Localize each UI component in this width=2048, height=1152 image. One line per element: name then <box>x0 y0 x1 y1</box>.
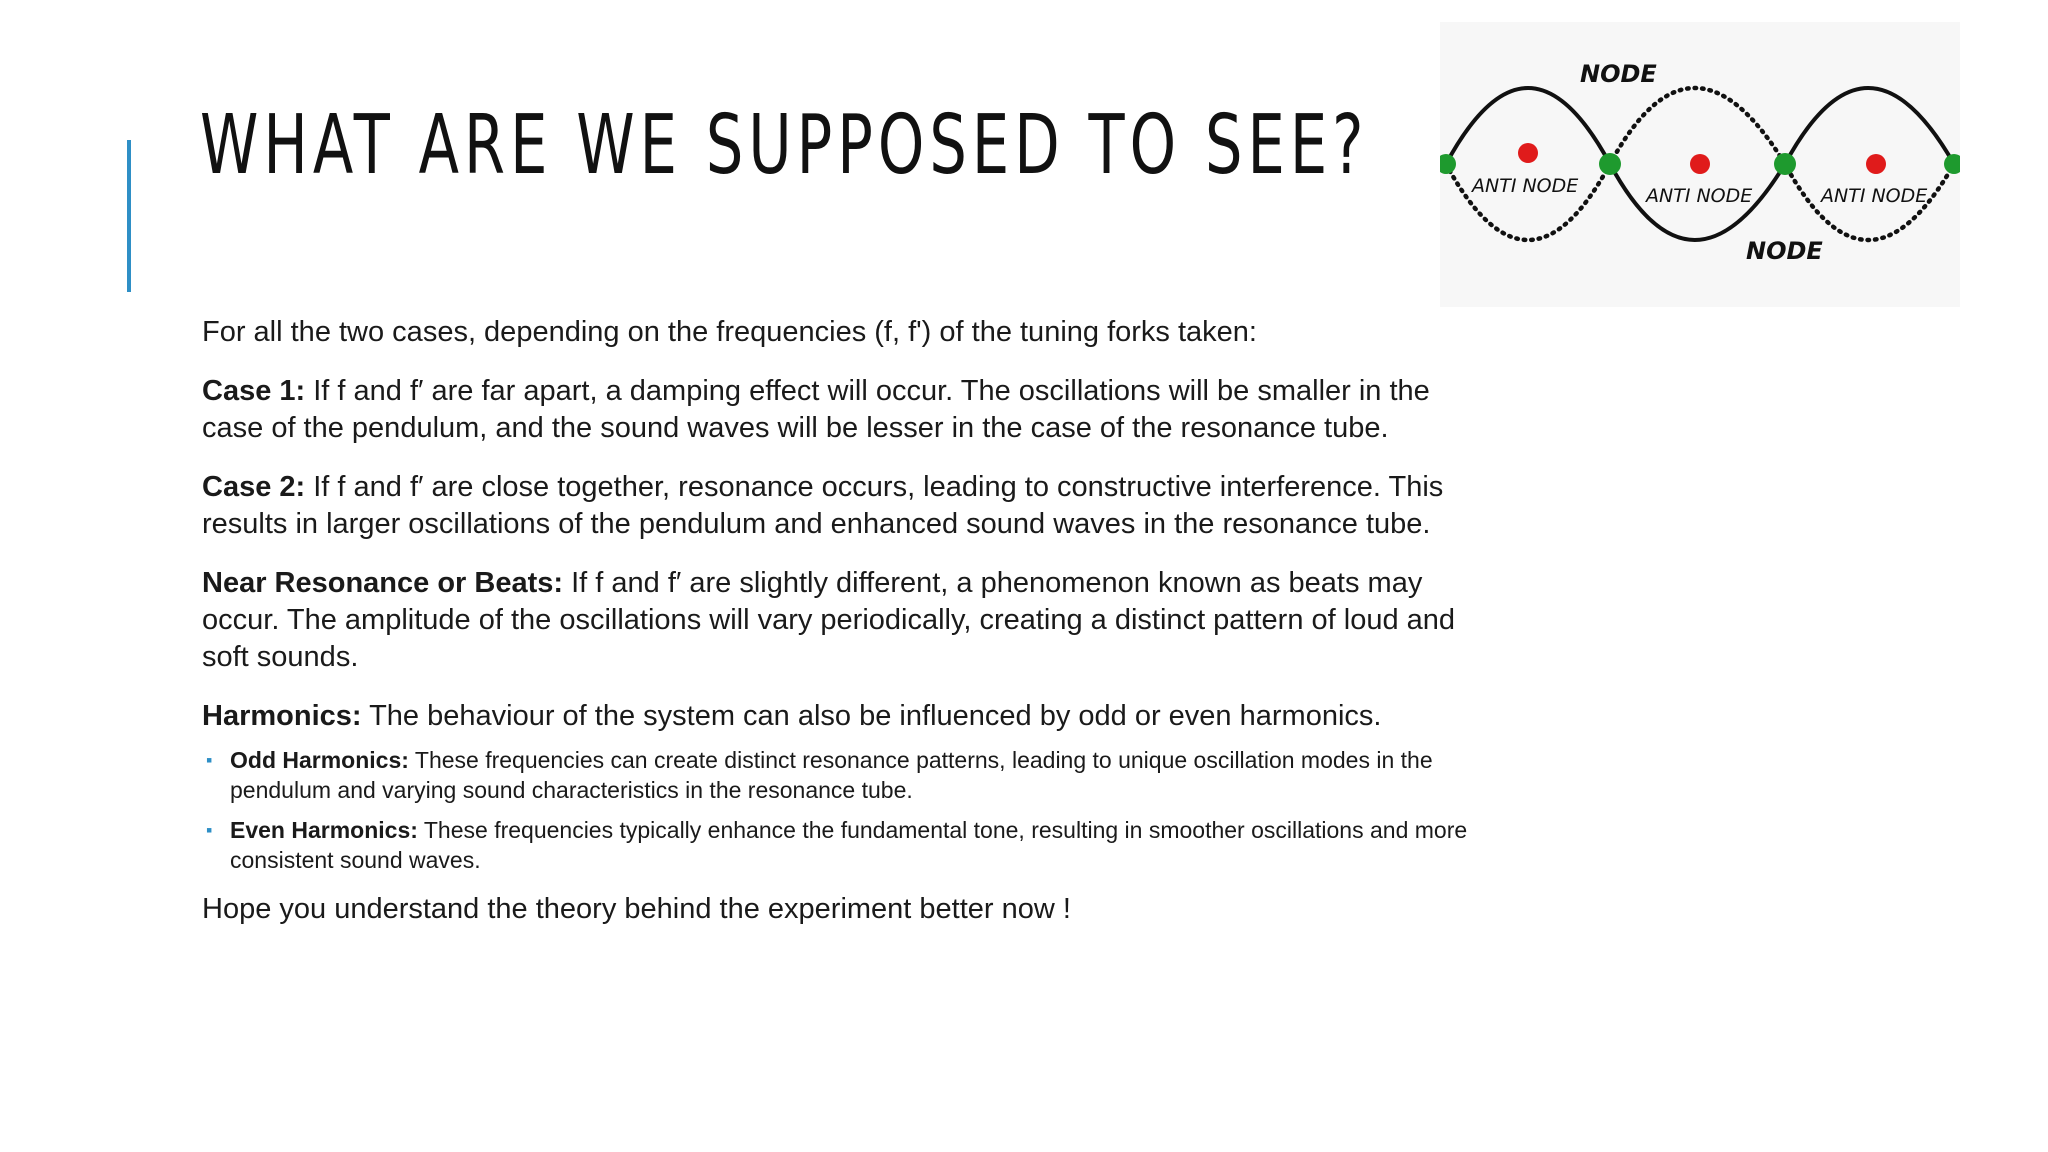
antinode-dot <box>1690 154 1710 174</box>
paragraph-case-1 <box>202 373 1472 447</box>
harmonics-bullet-list <box>202 745 1472 875</box>
accent-bar <box>127 140 131 292</box>
bullet-label: Even Harmonics: <box>230 817 418 843</box>
closing-text: Hope you understand the theory behind the experiment better now ! <box>202 893 1071 925</box>
bullet-icon: ▪ <box>206 750 213 770</box>
antinode-label: ANTI NODE <box>1646 185 1753 207</box>
bullet-even-harmonics <box>202 815 1472 875</box>
bullet-text: These frequencies typically enhance the fundamental tone, resulting in smoother oscillations and more consistent sound waves. <box>230 817 1468 873</box>
antinode-dot <box>1518 143 1538 163</box>
node-label-top: NODE <box>1580 60 1657 88</box>
antinode-label: ANTI NODE <box>1821 185 1928 207</box>
slide-title: WHAT ARE WE SUPPOSED TO SEE? <box>200 98 1369 193</box>
paragraph-label: Case 2: <box>202 471 306 503</box>
paragraph-text: If f and f′ are far apart, a damping effect will occur. The oscillations will be smaller in the case of the pendulum, and the sound waves will be lesser in the case of the resonance tube. <box>202 375 1430 444</box>
paragraph-label: Near Resonance or Beats: <box>202 567 564 599</box>
bullet-odd-harmonics <box>202 745 1472 805</box>
bullet-label: Odd Harmonics: <box>230 747 409 773</box>
node-label-bottom: NODE <box>1746 237 1823 265</box>
paragraph-text: If f and f′ are close together, resonance occurs, leading to constructive interference. This results in larger oscillations of the pendulum and enhanced sound waves in the resonance tube. <box>202 471 1444 540</box>
paragraph-label: Harmonics: <box>202 700 362 732</box>
node-dot <box>1599 153 1621 175</box>
antinode-label: ANTI NODE <box>1472 175 1579 197</box>
paragraph-text: The behaviour of the system can also be influenced by odd or even harmonics. <box>361 700 1382 732</box>
bullet-text: These frequencies can create distinct resonance patterns, leading to unique oscillation modes in the pendulum and varying sound characteristics in the resonance tube. <box>230 747 1433 803</box>
paragraph-label: Case 1: <box>202 375 306 407</box>
paragraph-case-2 <box>202 469 1472 543</box>
antinode-dot <box>1866 154 1886 174</box>
bullet-icon: ▪ <box>206 820 213 840</box>
standing-wave-diagram <box>1440 22 1960 307</box>
node-dot <box>1774 153 1796 175</box>
paragraph-text: If f and f′ are slightly different, a phenomenon known as beats may occur. The amplitude of the oscillations will vary periodically, creating a distinct pattern of loud and soft sounds. <box>202 567 1456 673</box>
slide-body <box>202 314 1472 950</box>
intro-text: For all the two cases, depending on the frequencies (f, f') of the tuning forks taken: <box>202 316 1257 348</box>
paragraph-beats <box>202 565 1472 676</box>
paragraph-harmonics <box>202 698 1472 735</box>
